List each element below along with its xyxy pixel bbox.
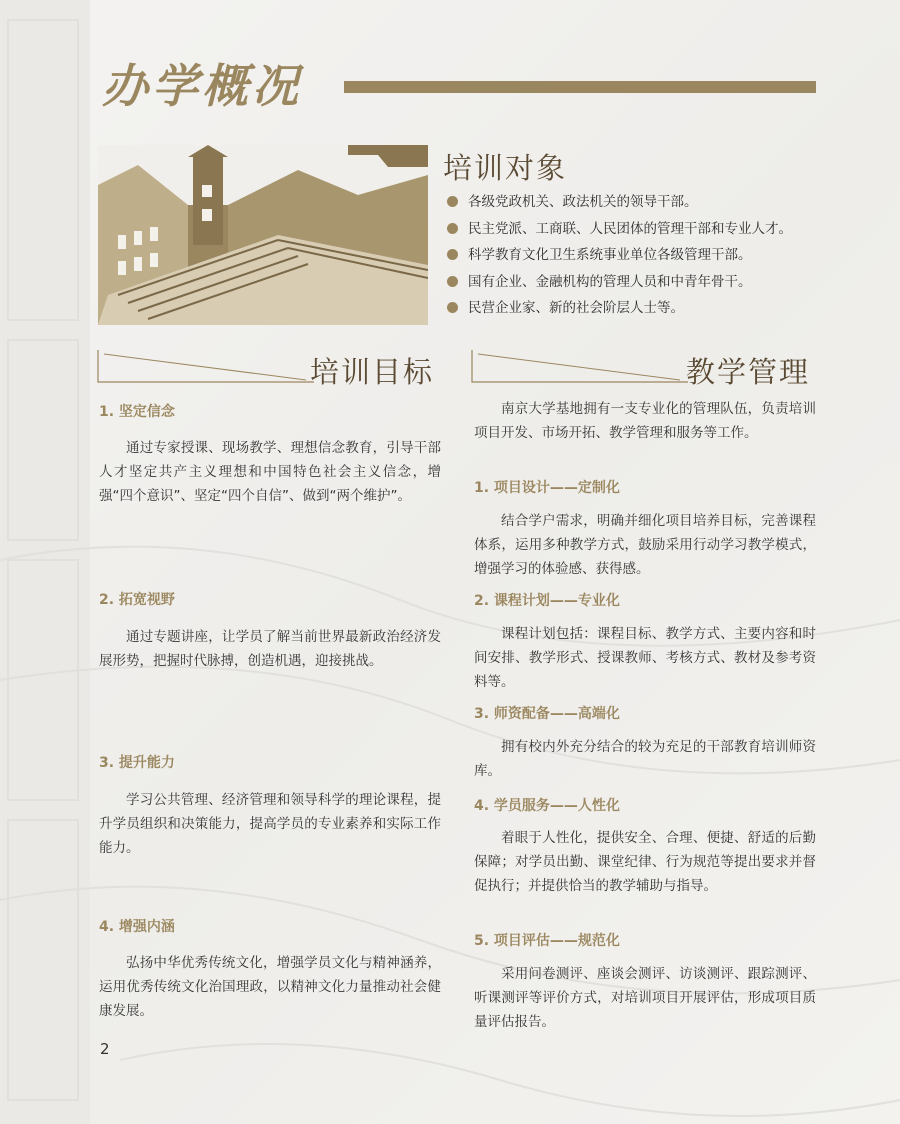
training-target-list xyxy=(445,193,845,326)
goal-title: 1. 坚定信念 xyxy=(99,404,175,420)
management-heading-rule xyxy=(470,350,690,386)
goal-text: 通过专家授课、现场教学、理想信念教育，引导干部人才坚定共产主义理想和中国特色社会主义信念，增强“四个意识”、坚定“四个自信”、做到“两个维护”。 xyxy=(99,440,441,504)
management-text: 课程计划包括：课程目标、教学方式、主要内容和时间安排、教学形式、授课教师、考核方式、教材及参考资料等。 xyxy=(474,626,816,690)
bullet-icon xyxy=(447,276,458,287)
campus-building-photo xyxy=(98,145,428,325)
goal-text: 通过专题讲座，让学员了解当前世界最新政治经济发展形势，把握时代脉搏，创造机遇，迎接挑战。 xyxy=(99,629,441,669)
goal-text: 弘扬中华优秀传统文化，增强学员文化与精神涵养，运用优秀传统文化治国理政，以精神文化力量推动社会健康发展。 xyxy=(99,955,441,1019)
goal-text: 学习公共管理、经济管理和领导科学的理论课程，提升学员组织和决策能力，提高学员的专业素养和实际工作能力。 xyxy=(99,792,441,856)
management-title: 5. 项目评估——规范化 xyxy=(474,933,620,949)
bullet-icon xyxy=(447,223,458,234)
training-goals-heading: 培训目标 xyxy=(310,355,435,389)
bullet-icon xyxy=(447,302,458,313)
management-text: 着眼于人性化，提供安全、合理、便捷、舒适的后勤保障；对学员出勤、课堂纪律、行为规范等提出要求并督促执行；并提供恰当的教学辅助与指导。 xyxy=(474,830,816,894)
management-text: 采用问卷测评、座谈会测评、访谈测评、跟踪测评、听课测评等评价方式，对培训项目开展评估，形成项目质量评估报告。 xyxy=(474,966,816,1030)
management-text: 结合学户需求，明确并细化项目培养目标，完善课程体系，运用多种教学方式，鼓励采用行动学习教学模式，增强学习的体验感、获得感。 xyxy=(474,513,816,577)
teaching-management-heading: 教学管理 xyxy=(686,355,811,389)
management-intro: 南京大学基地拥有一支专业化的管理队伍，负责培训项目开发、市场开拓、教学管理和服务等工作。 xyxy=(474,401,816,441)
list-item: 民营企业家、新的社会阶层人士等。 xyxy=(445,299,845,326)
goal-title: 4. 增强内涵 xyxy=(99,919,175,935)
page-number: 2 xyxy=(100,1040,110,1058)
management-title: 4. 学员服务——人性化 xyxy=(474,798,620,814)
goals-heading-rule xyxy=(96,350,316,386)
training-target-heading: 培训对象 xyxy=(443,151,568,185)
management-title: 1. 项目设计——定制化 xyxy=(474,480,620,496)
management-text: 拥有校内外充分结合的较为充足的干部教育培训师资库。 xyxy=(474,739,816,779)
list-item: 国有企业、金融机构的管理人员和中青年骨干。 xyxy=(445,273,845,300)
list-item: 各级党政机关、政法机关的领导干部。 xyxy=(445,193,845,220)
page-header-title: 办学概况 xyxy=(102,59,302,113)
header-divider-bar xyxy=(344,81,816,93)
bullet-icon xyxy=(447,249,458,260)
list-item: 科学教育文化卫生系统事业单位各级管理干部。 xyxy=(445,246,845,273)
goal-title: 2. 拓宽视野 xyxy=(99,592,175,608)
bullet-icon xyxy=(447,196,458,207)
goal-title: 3. 提升能力 xyxy=(99,755,175,771)
management-title: 2. 课程计划——专业化 xyxy=(474,593,620,609)
management-title: 3. 师资配备——高端化 xyxy=(474,706,620,722)
list-item: 民主党派、工商联、人民团体的管理干部和专业人才。 xyxy=(445,220,845,247)
